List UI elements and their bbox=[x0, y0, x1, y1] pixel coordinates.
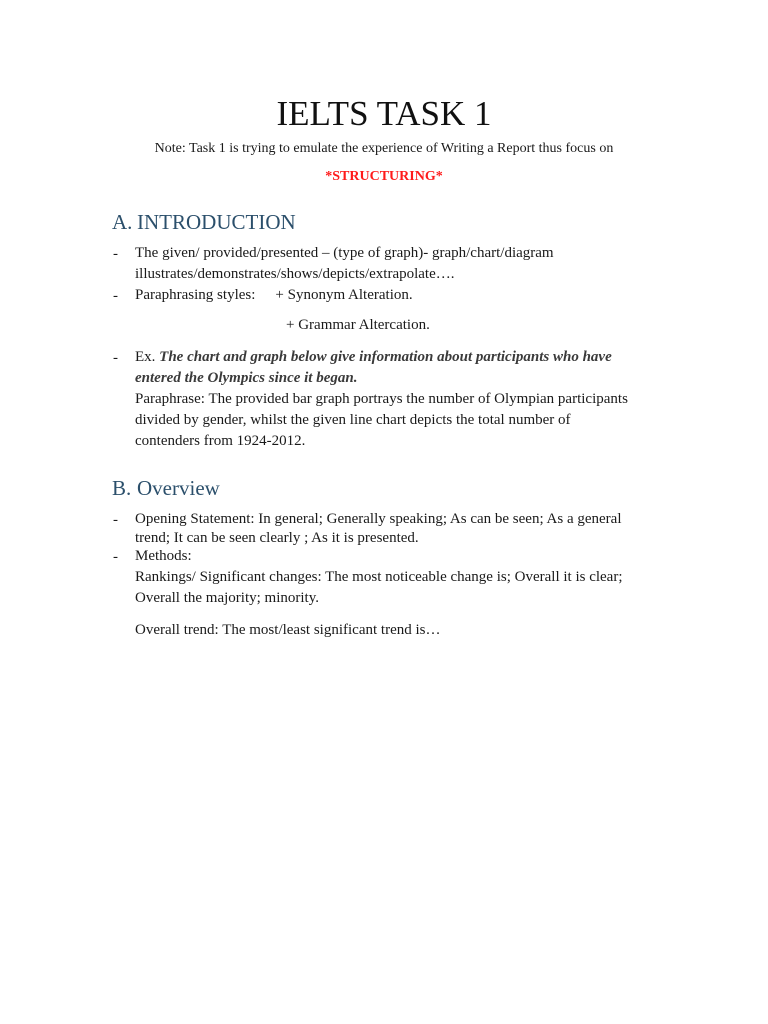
bullet-dash: - bbox=[113, 512, 118, 528]
bullet-dash: - bbox=[113, 246, 118, 262]
bullet-dash: - bbox=[113, 350, 118, 366]
paraphrase-line3: contenders from 1924-2012. bbox=[135, 433, 306, 449]
methods-rankings: Rankings/ Significant changes: The most noticeable change is; Overall it is clear; bbox=[135, 569, 623, 585]
structuring-emphasis: *STRUCTURING* bbox=[325, 169, 443, 184]
methods-overall-trend: Overall trend: The most/least significant trend is… bbox=[135, 622, 441, 638]
task-note: Note: Task 1 is trying to emulate the experience of Writing a Report thus focus on bbox=[154, 141, 614, 156]
bullet-dash: - bbox=[113, 549, 118, 565]
example-prefix: Ex. bbox=[135, 349, 156, 365]
intro-item2-line bbox=[135, 285, 695, 306]
grammar-altercation: + Grammar Altercation. bbox=[286, 317, 430, 333]
paraphrase-line2: divided by gender, whilst the given line chart depicts the total number of bbox=[135, 412, 571, 428]
paraphrasing-label: Paraphrasing styles: bbox=[135, 287, 256, 303]
section-a-letter: A. bbox=[112, 210, 133, 234]
methods-majority: Overall the majority; minority. bbox=[135, 590, 319, 606]
methods-label: Methods: bbox=[135, 548, 192, 564]
paraphrase-line1: Paraphrase: The provided bar graph portrays the number of Olympian participants bbox=[135, 391, 628, 407]
example-prompt-line1: The chart and graph below give information about participants who have bbox=[159, 349, 612, 365]
example-line1 bbox=[135, 347, 695, 368]
section-a-title: INTRODUCTION bbox=[137, 210, 296, 234]
overview-item1-line2: trend; It can be seen clearly ; As it is presented. bbox=[135, 530, 419, 546]
section-b-heading bbox=[112, 475, 220, 501]
page-title: IELTS TASK 1 bbox=[276, 94, 492, 133]
overview-item1-line1: Opening Statement: In general; Generally speaking; As can be seen; As a general bbox=[135, 511, 622, 527]
section-b-letter: B. bbox=[112, 476, 132, 500]
intro-item1-line2: illustrates/demonstrates/shows/depicts/extrapolate…. bbox=[135, 266, 455, 282]
intro-item1-line1: The given/ provided/presented – (type of graph)- graph/chart/diagram bbox=[135, 245, 554, 261]
section-b-title: Overview bbox=[137, 476, 220, 500]
example-prompt-line2: entered the Olympics since it began. bbox=[135, 370, 358, 386]
bullet-dash: - bbox=[113, 288, 118, 304]
section-a-heading bbox=[112, 209, 296, 235]
synonym-alteration: + Synonym Alteration. bbox=[275, 287, 413, 303]
